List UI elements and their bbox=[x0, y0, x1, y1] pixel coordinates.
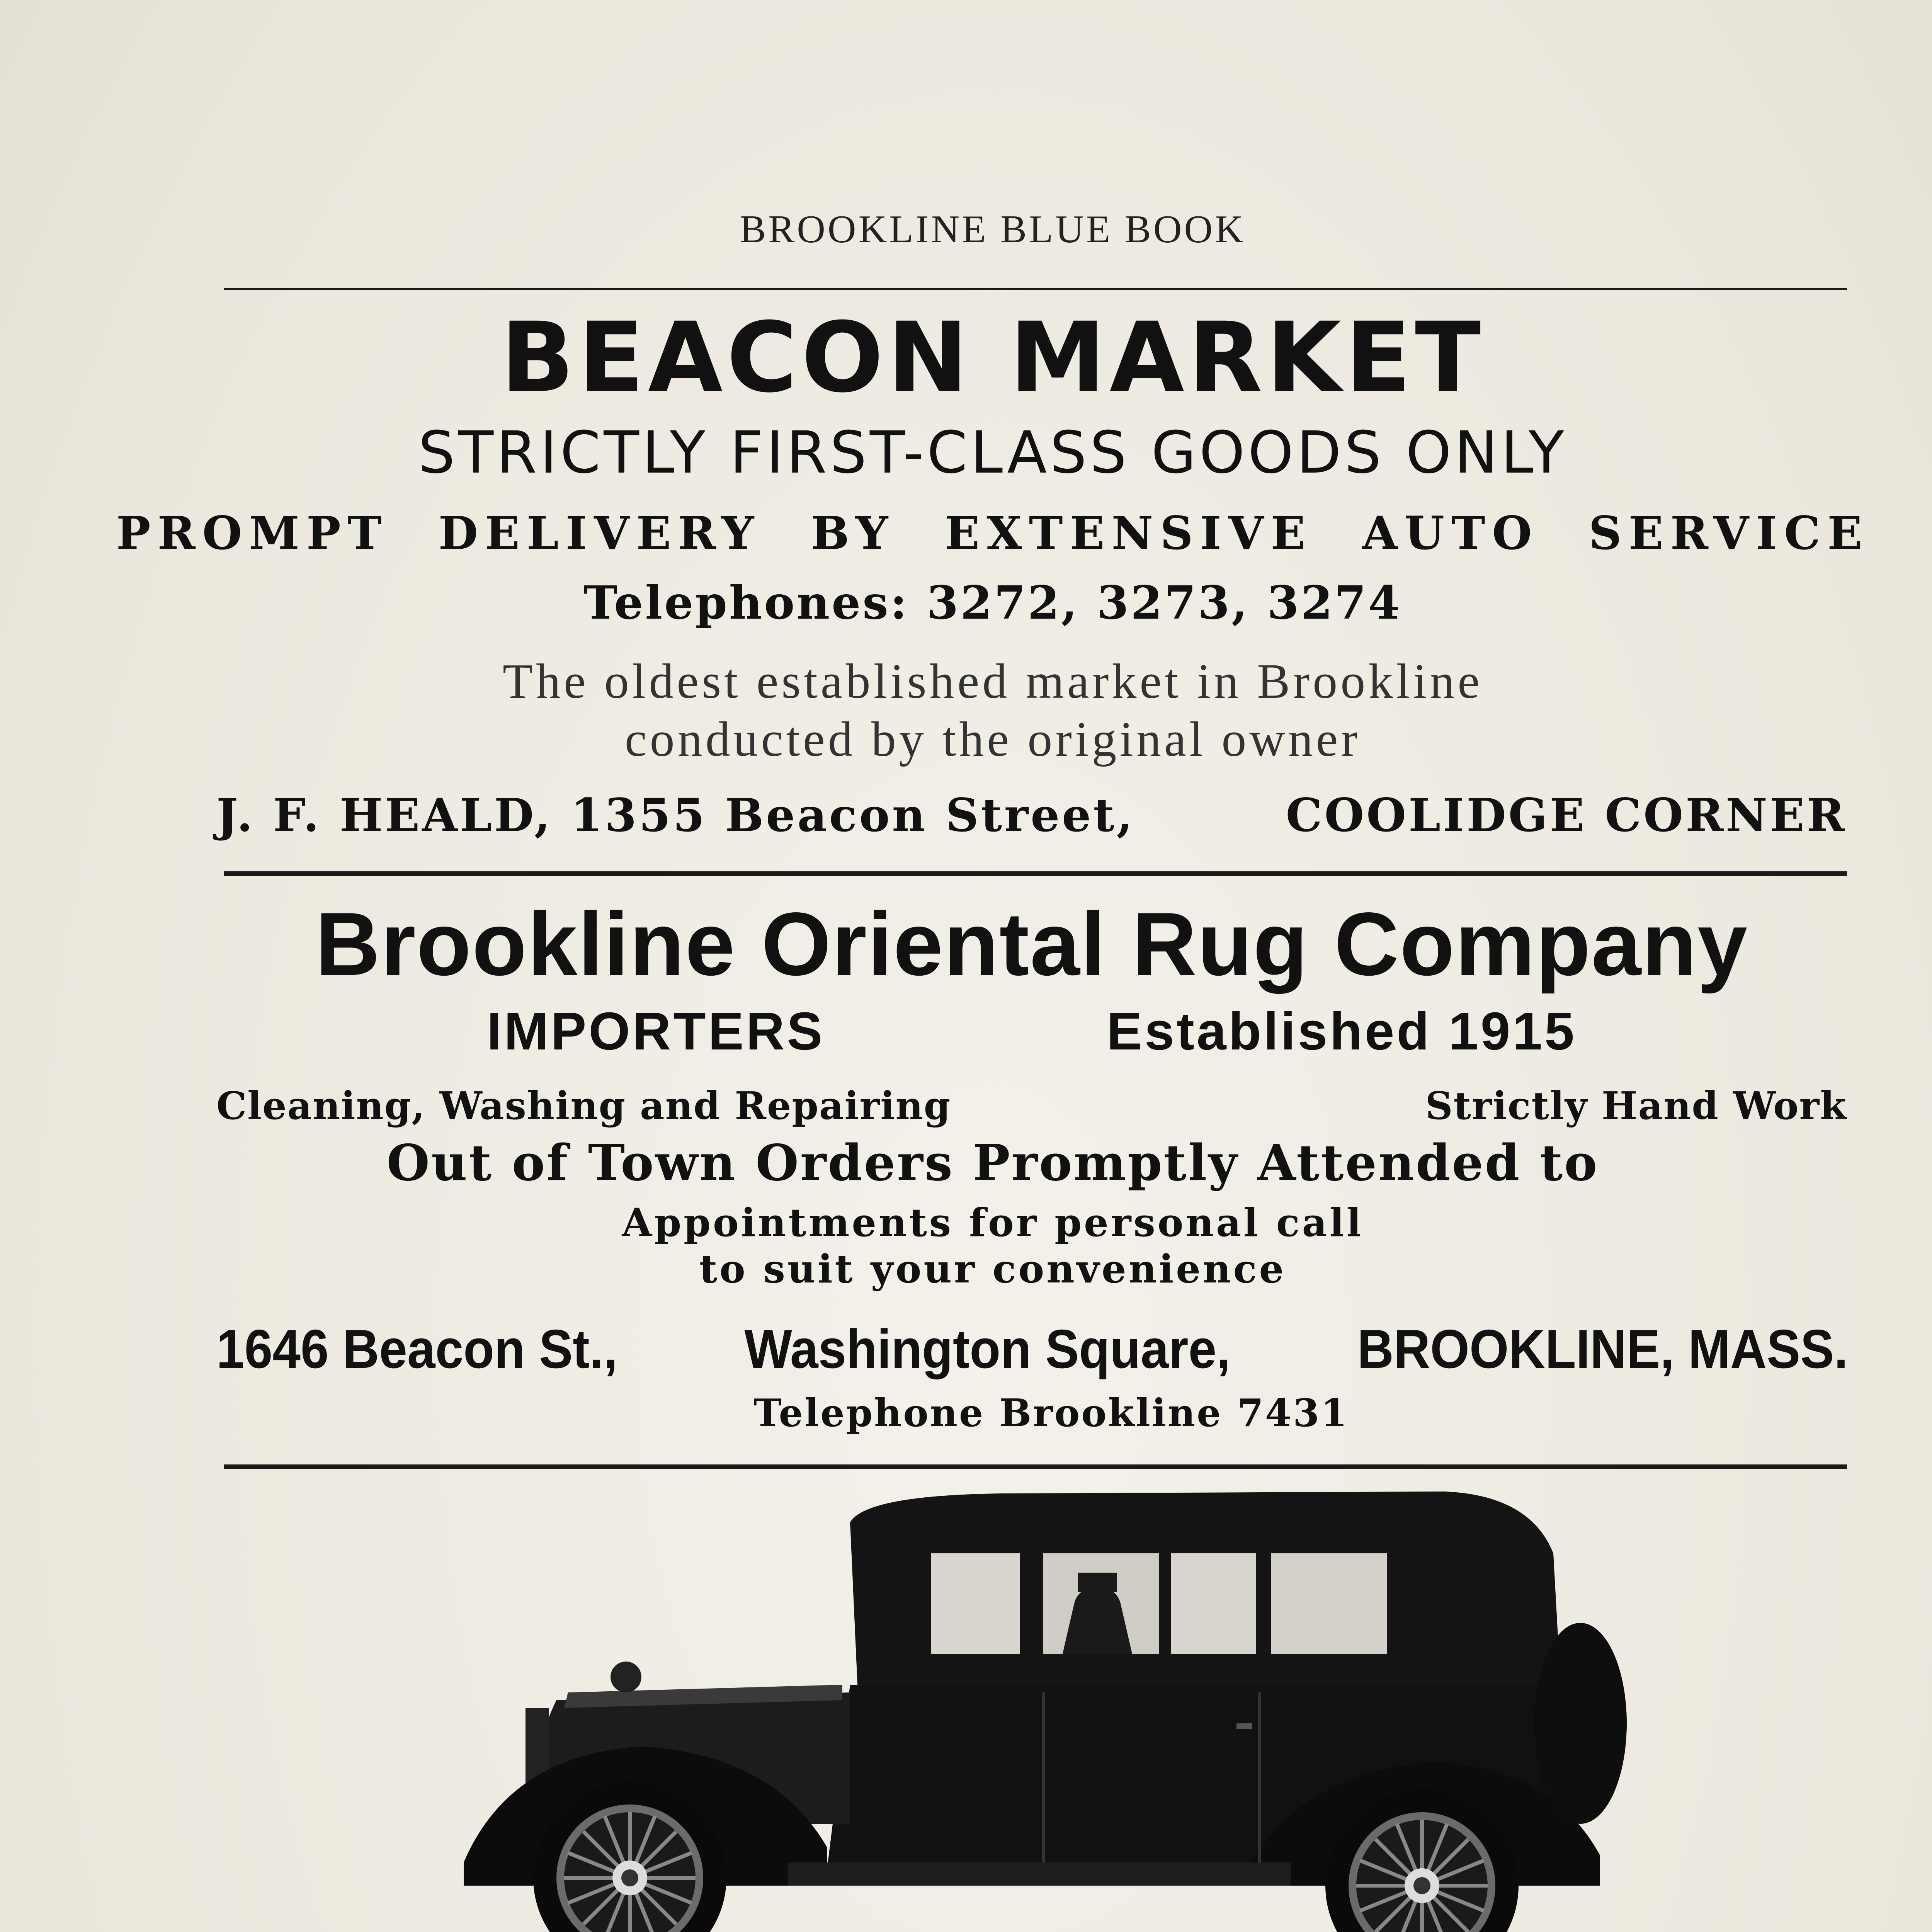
rug-company-address-row bbox=[216, 1318, 1848, 1381]
running-header: BROOKLINE BLUE BOOK bbox=[740, 207, 1246, 251]
rug-company-appointments-1: Appointments for personal call bbox=[622, 1200, 1364, 1245]
section-rule-1 bbox=[224, 871, 1847, 876]
beacon-market-delivery: PROMPT DELIVERY BY EXTENSIVE AUTO SERVICE bbox=[116, 506, 1869, 560]
rug-company-city: BROOKLINE, MASS. bbox=[1357, 1318, 1848, 1380]
beacon-market-address-row bbox=[216, 788, 1847, 842]
rug-company-services-row bbox=[216, 1084, 1847, 1128]
rug-company-established: Established 1915 bbox=[1107, 1002, 1577, 1061]
rug-company-square: Washington Square, bbox=[744, 1318, 1231, 1380]
taxi-car-illustration bbox=[440, 1476, 1638, 1932]
beacon-market-address: J. F. HEALD, 1355 Beacon Street, bbox=[216, 788, 1135, 842]
beacon-market-telephones: Telephones: 3272, 3273, 3274 bbox=[583, 576, 1402, 629]
rug-company-title: Brookline Oriental Rug Company bbox=[315, 894, 1748, 994]
beacon-market-tagline: STRICTLY FIRST-CLASS GOODS ONLY bbox=[418, 419, 1567, 486]
beacon-market-desc-2: conducted by the original owner bbox=[624, 712, 1361, 767]
beacon-market-desc-1: The oldest established market in Brookline bbox=[502, 654, 1483, 709]
rug-company-telephone: Telephone Brookline 7431 bbox=[753, 1391, 1349, 1435]
beacon-market-corner: COOLIDGE CORNER bbox=[1286, 788, 1847, 842]
beacon-market-title: BEACON MARKET bbox=[500, 301, 1485, 414]
rug-company-appointments-2: to suit your convenience bbox=[699, 1246, 1286, 1292]
section-rule-2 bbox=[224, 1464, 1847, 1469]
rug-company-services: Cleaning, Washing and Repairing bbox=[216, 1084, 951, 1128]
vintage-car-icon bbox=[440, 1476, 1638, 1932]
rug-company-hand-work: Strictly Hand Work bbox=[1425, 1084, 1847, 1128]
header-rule bbox=[224, 288, 1847, 290]
rug-company-importers-row bbox=[487, 1001, 1577, 1062]
rug-company-orders: Out of Town Orders Promptly Attended to bbox=[386, 1134, 1599, 1192]
rug-company-street: 1646 Beacon St., bbox=[216, 1318, 618, 1380]
rug-company-importers: IMPORTERS bbox=[487, 1002, 825, 1061]
